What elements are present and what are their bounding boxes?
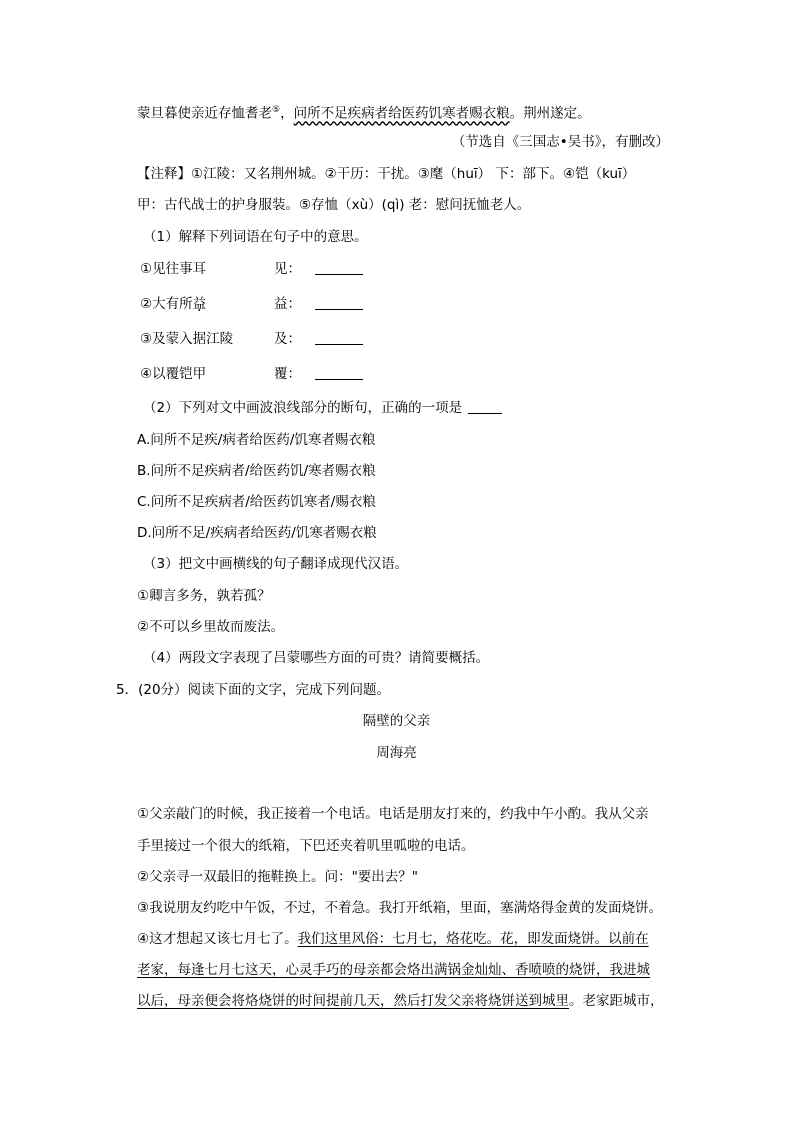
question-3-prompt: （3）把文中画横线的句子翻译成现代汉语。	[143, 556, 409, 572]
q1-item-1-answer	[274, 259, 363, 279]
phrase-text: ①见往事耳	[140, 261, 207, 277]
phrase-text: ③及蒙入据江陵	[140, 331, 234, 347]
q2-option-a[interactable]: A.问所不足疾/病者给医药/饥寒者赐衣粮	[137, 432, 376, 448]
passage-end-line	[137, 100, 591, 124]
paragraph-4-line-3	[137, 991, 664, 1011]
passage-comma: ，	[280, 105, 294, 122]
prompt-text: （2）下列对文中画波浪线部分的断句，正确的一项是	[143, 400, 463, 416]
q1-item-3-phrase	[140, 329, 233, 349]
q1-item-2-answer	[274, 294, 363, 314]
answer-label: 及：	[274, 331, 301, 347]
answer-blank[interactable]	[468, 399, 502, 414]
paragraph-1-line-2: 手里接过一个很大的纸箱，下巴还夹着叽里呱啦的电话。	[137, 838, 475, 854]
reading-author: 周海亮	[376, 745, 417, 761]
paragraph-3: ③我说朋友约吃中午饭，不过，不着急。我打开纸箱，里面，塞满烙得金黄的发面烧饼。	[137, 900, 663, 916]
q2-option-d[interactable]: D.问所不足/疾病者给医药/饥寒者赐衣粮	[137, 525, 377, 541]
wavy-underlined-sentence: 问所不足疾病者给医药饥寒者赐衣粮	[293, 105, 510, 122]
plain-text: ④这才想起又该七月七了。	[137, 931, 298, 947]
notes-line-1: 【注释】①江陵：又名荆州城。②干历：干扰。③麾（huī） 下：部下。④铠（kuī）	[137, 166, 636, 182]
question-5-header: 5．(20分）阅读下面的文字，完成下列问题。	[116, 682, 391, 698]
dotted-character: 益	[192, 296, 207, 312]
answer-blank[interactable]	[315, 260, 363, 275]
paragraph-4-line-1	[137, 929, 649, 949]
answer-blank[interactable]	[315, 365, 363, 380]
q1-item-1-phrase	[140, 259, 206, 279]
answer-label: 见：	[274, 261, 301, 277]
q1-item-4-answer	[274, 364, 363, 384]
underlined-text: 以后，母亲便会将烙烧饼的时间提前几天，然后打发父亲将烧饼送到城里	[137, 993, 569, 1009]
passage-text: 蒙旦暮使亲近存恤耆老	[137, 105, 272, 122]
q1-item-2-phrase	[140, 294, 206, 314]
q2-option-b[interactable]: B.问所不足疾病者/给医药饥/寒者赐衣粮	[137, 463, 376, 479]
paragraph-4-line-2	[137, 960, 650, 980]
answer-blank[interactable]	[315, 295, 363, 310]
q3-item-2: ②不可以乡里故而废法。	[137, 619, 285, 635]
paragraph-1-line-1: ①父亲敲门的时候，我正接着一个电话。电话是朋友打来的，约我中午小酌。我从父亲	[137, 806, 649, 822]
underlined-text: 我们这里风俗：七月七，烙花吃。花，即发面烧饼。以前在	[297, 931, 649, 947]
question-2-prompt	[143, 398, 502, 418]
phrase-text: ④以覆铠甲	[140, 366, 207, 382]
question-1-prompt: （1）解释下列词语在句子中的意思。	[143, 229, 368, 245]
passage-end-text: 。荆州遂定。	[509, 105, 591, 122]
notes-line-2: 甲：古代战士的护身服装。⑤存恤（xù）(qì) 老：慰问抚恤老人。	[137, 197, 531, 213]
underlined-text: 老家，每逢七月七这天，心灵手巧的母亲都会烙出满锅金灿灿、香喷喷的烧饼，我进城	[137, 962, 650, 978]
footnote-marker: ⑤	[272, 105, 281, 115]
question-4-prompt: （4）两段文字表现了吕蒙哪些方面的可贵？请简要概括。	[143, 650, 490, 666]
source-citation: （节选自《三国志•吴书》，有删改）	[451, 134, 669, 150]
q1-item-4-phrase	[140, 364, 206, 384]
answer-blank[interactable]	[315, 330, 363, 345]
phrase-text: ②大有所	[140, 296, 193, 312]
answer-label: 覆：	[274, 366, 301, 382]
q3-item-1: ①卿言多务，孰若孤？	[137, 588, 271, 604]
q1-item-3-answer	[274, 329, 363, 349]
paragraph-2: ②父亲寻一双最旧的拖鞋换上。问："要出去？"	[137, 869, 419, 885]
q2-option-c[interactable]: C.问所不足疾病者/给医药饥寒者/赐衣粮	[137, 494, 376, 510]
plain-text: 。老家距城市，	[569, 993, 664, 1009]
answer-label: 益：	[274, 296, 301, 312]
reading-title: 隔壁的父亲	[362, 713, 431, 729]
